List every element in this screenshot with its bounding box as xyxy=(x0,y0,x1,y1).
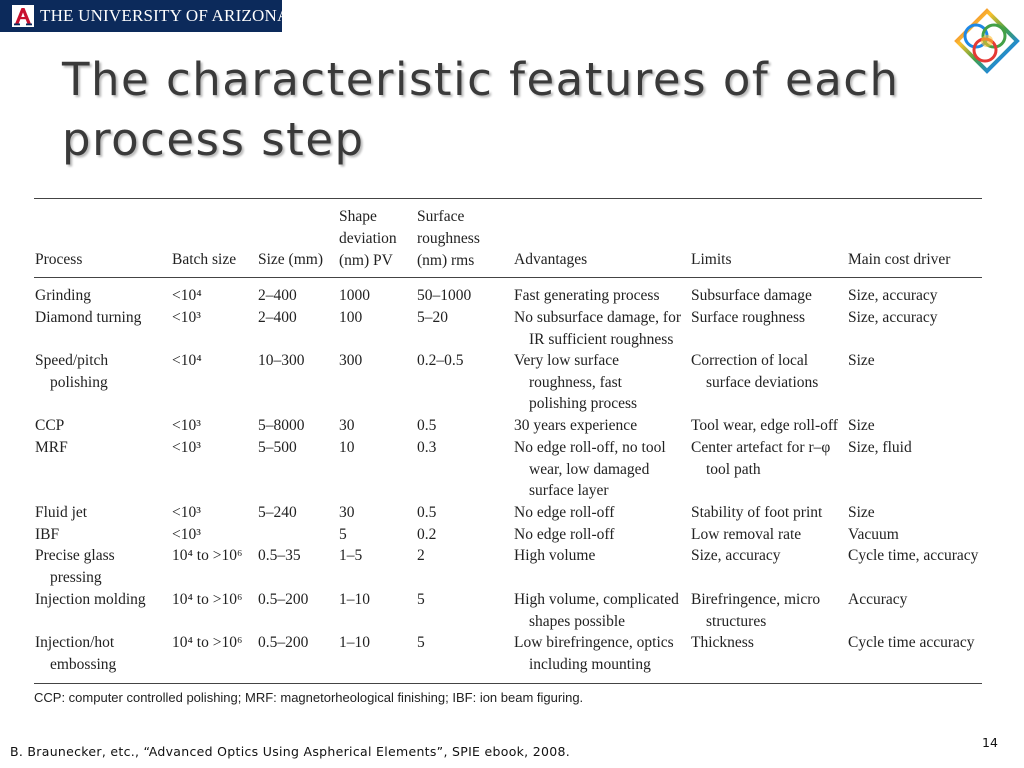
cell-lim: Stability of foot print xyxy=(691,504,823,521)
cell-cost: Cycle time accuracy xyxy=(848,634,975,651)
table-top-rule xyxy=(34,198,982,199)
conference-logo-icon xyxy=(954,8,1020,74)
cell-lim: Surface roughness xyxy=(691,309,806,326)
cell-adv: No subsurface damage, for IR sufficient roughness xyxy=(514,309,681,348)
cell-lim: Tool wear, edge roll-off xyxy=(691,417,838,434)
header-surface-roughness: Surface roughness (nm) rms xyxy=(417,208,480,269)
cell-batch: 10⁴ to >10⁶ xyxy=(172,547,243,564)
cell-lim: Size, accuracy xyxy=(691,547,781,564)
cell-process: Injection molding xyxy=(35,591,146,608)
table-footnote: CCP: computer controlled polishing; MRF: magnetorheological finishing; IBF: ion beam figuring. xyxy=(34,690,584,705)
cell-rough: 0.2 xyxy=(417,526,437,543)
cell-rough: 2 xyxy=(417,547,425,564)
cell-adv: Very low surface roughness, fast polishing process xyxy=(514,352,638,413)
cell-size: 2–400 xyxy=(258,287,297,304)
cell-batch: <10³ xyxy=(172,439,201,456)
cell-adv: 30 years experience xyxy=(514,417,638,434)
citation: B. Braunecker, etc., “Advanced Optics Using Aspherical Elements”, SPIE ebook, 2008. xyxy=(10,744,571,759)
cell-process: CCP xyxy=(35,417,65,434)
cell-adv: No edge roll-off xyxy=(514,526,615,543)
cell-adv: High volume xyxy=(514,547,596,564)
header-advantages: Advantages xyxy=(514,251,588,268)
cell-size: 5–240 xyxy=(258,504,297,521)
cell-size: 5–500 xyxy=(258,439,297,456)
cell-batch: <10⁴ xyxy=(172,352,202,369)
cell-shape: 30 xyxy=(339,417,355,434)
cell-cost: Size xyxy=(848,352,875,369)
cell-size: 10–300 xyxy=(258,352,305,369)
university-a-logo-icon xyxy=(12,5,34,27)
cell-process: Fluid jet xyxy=(35,504,88,521)
cell-process: Injection/hot embossing xyxy=(35,634,117,673)
cell-cost: Vacuum xyxy=(848,526,899,543)
cell-batch: <10³ xyxy=(172,526,201,543)
cell-lim: Correction of local surface deviations xyxy=(691,352,819,391)
cell-size: 0.5–200 xyxy=(258,634,309,651)
cell-shape: 1–5 xyxy=(339,547,363,564)
cell-cost: Cycle time, accuracy xyxy=(848,547,979,564)
cell-rough: 0.5 xyxy=(417,504,437,521)
cell-lim: Subsurface damage xyxy=(691,287,812,304)
cell-size: 0.5–35 xyxy=(258,547,301,564)
cell-cost: Size, accuracy xyxy=(848,287,938,304)
cell-batch: <10³ xyxy=(172,309,201,326)
cell-cost: Size, accuracy xyxy=(848,309,938,326)
cell-rough: 5–20 xyxy=(417,309,448,326)
cell-cost: Size xyxy=(848,417,875,434)
cell-process: IBF xyxy=(35,526,60,543)
slide-title-line-1: The characteristic features of each xyxy=(62,53,900,106)
header-shape-deviation: Shape deviation (nm) PV xyxy=(339,208,397,269)
cell-lim: Birefringence, micro structures xyxy=(691,591,821,630)
header-main-cost-driver: Main cost driver xyxy=(848,251,951,268)
cell-shape: 30 xyxy=(339,504,355,521)
cell-shape: 10 xyxy=(339,439,355,456)
cell-shape: 5 xyxy=(339,526,347,543)
cell-adv: No edge roll-off xyxy=(514,504,615,521)
cell-shape: 1–10 xyxy=(339,634,370,651)
cell-batch: <10³ xyxy=(172,504,201,521)
table-bottom-rule xyxy=(34,683,982,684)
cell-cost: Accuracy xyxy=(848,591,908,608)
cell-size: 5–8000 xyxy=(258,417,305,434)
cell-process: Diamond turning xyxy=(35,309,142,326)
cell-adv: Low birefringence, optics including mounting xyxy=(514,634,674,673)
cell-process: Speed/pitch polishing xyxy=(35,352,109,391)
table-header-rule xyxy=(34,277,982,278)
cell-adv: High volume, complicated shapes possible xyxy=(514,591,679,630)
cell-rough: 0.3 xyxy=(417,439,437,456)
university-header-bar xyxy=(0,0,300,32)
header-limits: Limits xyxy=(691,251,732,268)
cell-shape: 1–10 xyxy=(339,591,370,608)
university-name: THE UNIVERSITY OF ARIZONA® xyxy=(40,6,300,25)
cell-lim: Thickness xyxy=(691,634,754,651)
cell-rough: 0.2–0.5 xyxy=(417,352,464,369)
cell-adv: Fast generating process xyxy=(514,287,660,304)
cell-size: 2–400 xyxy=(258,309,297,326)
slide-title-line-2: process step xyxy=(62,113,365,166)
page-number: 14 xyxy=(982,735,998,750)
header-batch-size: Batch size xyxy=(172,251,237,268)
header-size: Size (mm) xyxy=(258,251,323,268)
cell-process: MRF xyxy=(35,439,68,456)
slide-title xyxy=(62,50,962,170)
cell-rough: 50–1000 xyxy=(417,287,472,304)
header-process: Process xyxy=(35,251,83,268)
cell-batch: <10³ xyxy=(172,417,201,434)
cell-rough: 0.5 xyxy=(417,417,437,434)
cell-shape: 100 xyxy=(339,309,363,326)
cell-adv: No edge roll-off, no tool wear, low damaged surface layer xyxy=(514,439,666,500)
cell-rough: 5 xyxy=(417,591,425,608)
cell-rough: 5 xyxy=(417,634,425,651)
cell-process: Grinding xyxy=(35,287,91,304)
cell-batch: <10⁴ xyxy=(172,287,202,304)
cell-size: 0.5–200 xyxy=(258,591,309,608)
cell-cost: Size xyxy=(848,504,875,521)
cell-batch: 10⁴ to >10⁶ xyxy=(172,591,243,608)
cell-lim: Low removal rate xyxy=(691,526,802,543)
cell-process: Precise glass pressing xyxy=(35,547,115,586)
cell-shape: 1000 xyxy=(339,287,370,304)
cell-shape: 300 xyxy=(339,352,363,369)
cell-lim: Center artefact for r–φ tool path xyxy=(691,439,831,478)
cell-batch: 10⁴ to >10⁶ xyxy=(172,634,243,651)
cell-cost: Size, fluid xyxy=(848,439,912,456)
